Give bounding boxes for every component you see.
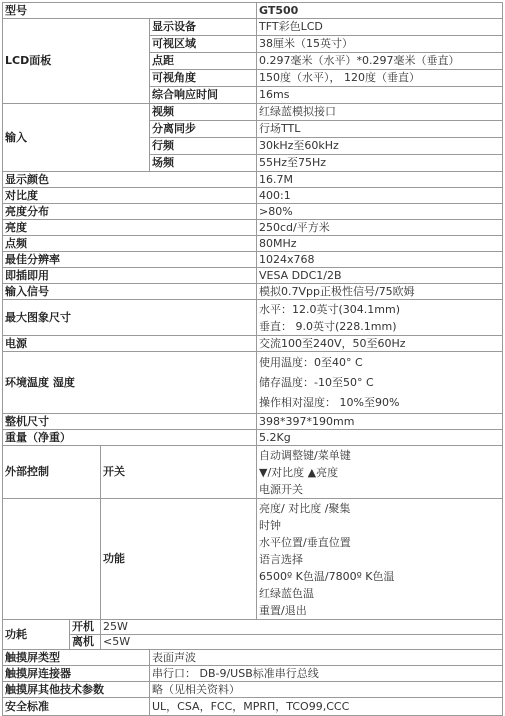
power-on-label: 开机 — [70, 620, 101, 635]
row-resolution — [3, 252, 503, 268]
spec-table — [2, 2, 503, 716]
power-off-value: <5W — [101, 635, 503, 650]
input-value: 红绿蓝模拟接口 — [257, 104, 503, 121]
lcd-key: 显示设备 — [150, 19, 257, 36]
spec-value-lines — [257, 300, 503, 336]
spec-value: 串行口： DB-9/USB标准串行总线 — [150, 666, 503, 682]
spec-value: 交流100至240V，50至60Hz — [257, 336, 503, 352]
spec-key: 输入信号 — [3, 284, 257, 300]
input-value: 30kHz至60kHz — [257, 138, 503, 155]
input-value: 行场TTL — [257, 121, 503, 138]
function-label: 功能 — [101, 499, 257, 620]
spec-key: 亮度 — [3, 220, 257, 236]
row-colors — [3, 172, 503, 188]
spec-value: 16.7M — [257, 172, 503, 188]
image-size-vertical: 垂直： 9.0英寸(228.1mm) — [259, 320, 397, 333]
lcd-value: TFT彩色LCD — [257, 19, 503, 36]
spec-key: 安全标准 — [3, 698, 150, 716]
lcd-key: 可视区域 — [150, 36, 257, 53]
row-touch-other — [3, 682, 503, 698]
spec-value: >80% — [257, 204, 503, 220]
model-value: GT500 — [257, 3, 503, 19]
row-safety — [3, 698, 503, 716]
lcd-key: 综合响应时间 — [150, 87, 257, 104]
function-item: 红绿蓝色温 — [259, 587, 314, 600]
spec-key: 触摸屏连接器 — [3, 666, 150, 682]
row-power — [3, 336, 503, 352]
lcd-value: 150度（水平）， 120度（垂直） — [257, 70, 503, 87]
input-key: 分离同步 — [150, 121, 257, 138]
spec-value: 1024x768 — [257, 252, 503, 268]
switch-label: 开关 — [101, 446, 257, 499]
lcd-value: 16ms — [257, 87, 503, 104]
function-item: 水平位置/垂直位置 — [259, 536, 351, 549]
spec-key: 整机尺寸 — [3, 414, 257, 430]
lcd-value: 0.297毫米（水平）*0.297毫米（垂直） — [257, 53, 503, 70]
function-item: 时钟 — [259, 519, 281, 532]
external-control-blank — [3, 499, 101, 620]
row-image-size — [3, 300, 503, 336]
spec-key: 电源 — [3, 336, 257, 352]
row-touch-type — [3, 650, 503, 666]
switch-item: 自动调整键/菜单键 — [259, 449, 351, 462]
row-uniformity — [3, 204, 503, 220]
row-lcd-display-device — [3, 19, 503, 36]
env-humidity: 操作相对湿度： 10%至90% — [259, 396, 400, 409]
spec-key: 重量（净重） — [3, 430, 257, 446]
spec-value: 5.2Kg — [257, 430, 503, 446]
input-label: 输入 — [3, 104, 150, 172]
spec-key: 触摸屏类型 — [3, 650, 150, 666]
function-item: 6500º K色温/7800º K色温 — [259, 570, 395, 583]
function-item: 重置/退出 — [259, 604, 307, 617]
row-external-switch — [3, 446, 503, 499]
row-contrast — [3, 188, 503, 204]
spec-value: 250cd/平方米 — [257, 220, 503, 236]
env-storage-temp: 储存温度：-10至50° C — [259, 376, 374, 389]
spec-value: VESA DDC1/2B — [257, 268, 503, 284]
row-dot-clock — [3, 236, 503, 252]
consumption-label: 功耗 — [3, 620, 70, 650]
spec-key: 即插即用 — [3, 268, 257, 284]
switch-items — [257, 446, 503, 499]
input-key: 行频 — [150, 138, 257, 155]
spec-value: 略（见相关资料） — [150, 682, 503, 698]
model-label: 型号 — [3, 3, 257, 19]
spec-key: 对比度 — [3, 188, 257, 204]
spec-value: 80MHz — [257, 236, 503, 252]
spec-key: 最佳分辨率 — [3, 252, 257, 268]
input-value: 55Hz至75Hz — [257, 155, 503, 172]
row-touch-connector — [3, 666, 503, 682]
spec-key: 点频 — [3, 236, 257, 252]
lcd-key: 点距 — [150, 53, 257, 70]
power-off-label: 离机 — [70, 635, 101, 650]
power-on-value: 25W — [101, 620, 503, 635]
spec-value: 400:1 — [257, 188, 503, 204]
input-key: 视频 — [150, 104, 257, 121]
lcd-panel-label: LCD面板 — [3, 19, 150, 104]
lcd-value: 38厘米（15英寸） — [257, 36, 503, 53]
spec-key: 环境温度 湿度 — [3, 352, 257, 414]
row-weight — [3, 430, 503, 446]
row-dimensions — [3, 414, 503, 430]
spec-key: 亮度分布 — [3, 204, 257, 220]
row-plug-and-play — [3, 268, 503, 284]
spec-value: UL，CSA，FCC，MPRΠ，TCO99,CCC — [150, 698, 503, 716]
spec-key: 显示颜色 — [3, 172, 257, 188]
spec-key: 最大图象尺寸 — [3, 300, 257, 336]
spec-value: 表面声波 — [150, 650, 503, 666]
switch-item: ▼/对比度 ▲亮度 — [259, 466, 339, 479]
row-environment — [3, 352, 503, 414]
spec-value: 398*397*190mm — [257, 414, 503, 430]
function-item: 亮度/ 对比度 /聚集 — [259, 502, 351, 515]
row-brightness — [3, 220, 503, 236]
external-control-label: 外部控制 — [3, 446, 101, 499]
function-item: 语言选择 — [259, 553, 303, 566]
row-input-signal — [3, 284, 503, 300]
row-power-on — [3, 620, 503, 635]
function-items — [257, 499, 503, 620]
spec-value: 模拟0.7Vpp正极性信号/75欧姆 — [257, 284, 503, 300]
env-operating-temp: 使用温度：0至40° C — [259, 356, 363, 369]
input-key: 场频 — [150, 155, 257, 172]
row-model — [3, 3, 503, 19]
image-size-horizontal: 水平：12.0英寸(304.1mm) — [259, 303, 400, 316]
spec-key: 触摸屏其他技术参数 — [3, 682, 150, 698]
row-external-function — [3, 499, 503, 620]
switch-item: 电源开关 — [259, 483, 303, 496]
row-input-video — [3, 104, 503, 121]
lcd-key: 可视角度 — [150, 70, 257, 87]
row-power-off — [3, 635, 503, 650]
spec-value-lines — [257, 352, 503, 414]
